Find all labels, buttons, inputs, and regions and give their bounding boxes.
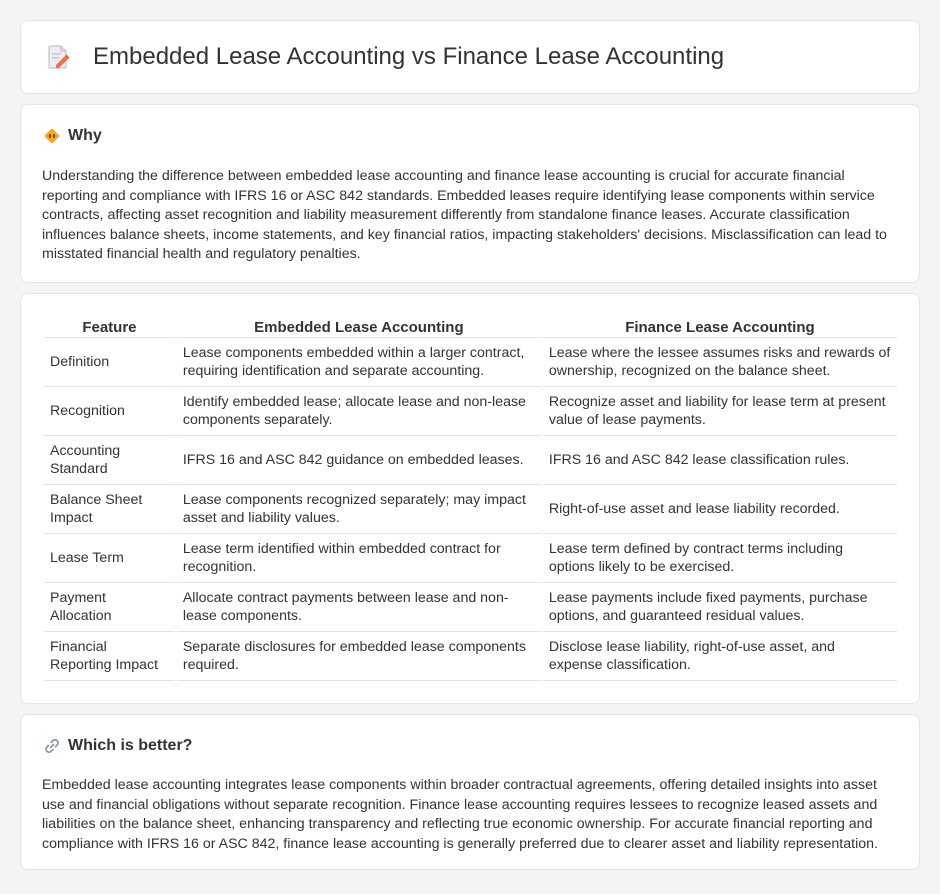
feature-cell: Balance Sheet Impact: [44, 485, 175, 534]
header-embedded: Embedded Lease Accounting: [177, 315, 541, 338]
header-card: [20, 20, 920, 94]
embedded-cell: Identify embedded lease; allocate lease and non-lease components separately.: [177, 387, 541, 436]
finance-cell: Right-of-use asset and lease liability recorded.: [543, 485, 897, 534]
better-card: [20, 714, 920, 870]
finance-cell: Lease where the lessee assumes risks and rewards of ownership, recognized on the balance sheet.: [543, 338, 897, 387]
feature-cell: Lease Term: [44, 534, 175, 583]
embedded-cell: Allocate contract payments between lease and non-lease components.: [177, 583, 541, 632]
feature-cell: Definition: [44, 338, 175, 387]
finance-cell: Disclose lease liability, right-of-use asset, and expense classification.: [543, 632, 897, 681]
better-text: Embedded lease accounting integrates lease components within broader contractual agreements, offering detailed insights into asset use and financial obligations without separate recognition. Finance lease accounting requires lessees to recognize leased assets and liabilities on the balance sheet, enhancing transparency and reflecting true economic ownership. For accurate financial reporting and compliance with IFRS 16 or ASC 842, finance lease accounting is generally preferred due to clearer asset and liability representation.: [42, 777, 878, 852]
embedded-cell: Lease term identified within embedded contract for recognition.: [177, 534, 541, 583]
embedded-cell: Lease components embedded within a larger contract, requiring identification and separate accounting.: [177, 338, 541, 387]
table-row: [44, 485, 897, 534]
why-card: [20, 104, 920, 283]
better-title: Which is better?: [68, 737, 193, 754]
page-title: Embedded Lease Accounting vs Finance Lease Accounting: [93, 43, 725, 70]
table-row: [44, 534, 897, 583]
table-row: [44, 387, 897, 436]
document-edit-icon: [47, 44, 71, 70]
comparison-card: [20, 293, 920, 704]
better-heading: [43, 737, 192, 755]
feature-cell: Accounting Standard: [44, 436, 175, 485]
diamond-sign-icon: [43, 127, 61, 145]
feature-cell: Payment Allocation: [44, 583, 175, 632]
embedded-cell: Separate disclosures for embedded lease components required.: [177, 632, 541, 681]
link-icon: [43, 737, 61, 755]
title-row: [47, 43, 724, 71]
comparison-table: [42, 315, 899, 681]
feature-cell: Financial Reporting Impact: [44, 632, 175, 681]
finance-cell: Recognize asset and liability for lease term at present value of lease payments.: [543, 387, 897, 436]
header-feature: Feature: [44, 315, 175, 338]
finance-cell: Lease term defined by contract terms including options likely to be exercised.: [543, 534, 897, 583]
why-heading: [43, 127, 102, 145]
why-title: Why: [68, 127, 102, 144]
table-row: [44, 583, 897, 632]
table-row: [44, 338, 897, 387]
table-row: [44, 632, 897, 681]
why-text: Understanding the difference between embedded lease accounting and finance lease accounting is crucial for accurate financial reporting and compliance with IFRS 16 or ASC 842 standards. Embedded leases require identifying lease components within service contracts, affecting asset recognition and liability measurement differently from standalone finance leases. Accurate classification influences balance sheets, income statements, and key financial ratios, impacting stakeholders' decisions. Misclassification can lead to misstated financial health and regulatory penalties.: [42, 168, 887, 263]
finance-cell: IFRS 16 and ASC 842 lease classification rules.: [543, 436, 897, 485]
finance-cell: Lease payments include fixed payments, purchase options, and guaranteed residual values.: [543, 583, 897, 632]
embedded-cell: IFRS 16 and ASC 842 guidance on embedded leases.: [177, 436, 541, 485]
header-finance: Finance Lease Accounting: [543, 315, 897, 338]
embedded-cell: Lease components recognized separately; may impact asset and liability values.: [177, 485, 541, 534]
table-header-row: [44, 315, 897, 338]
table-row: [44, 436, 897, 485]
feature-cell: Recognition: [44, 387, 175, 436]
